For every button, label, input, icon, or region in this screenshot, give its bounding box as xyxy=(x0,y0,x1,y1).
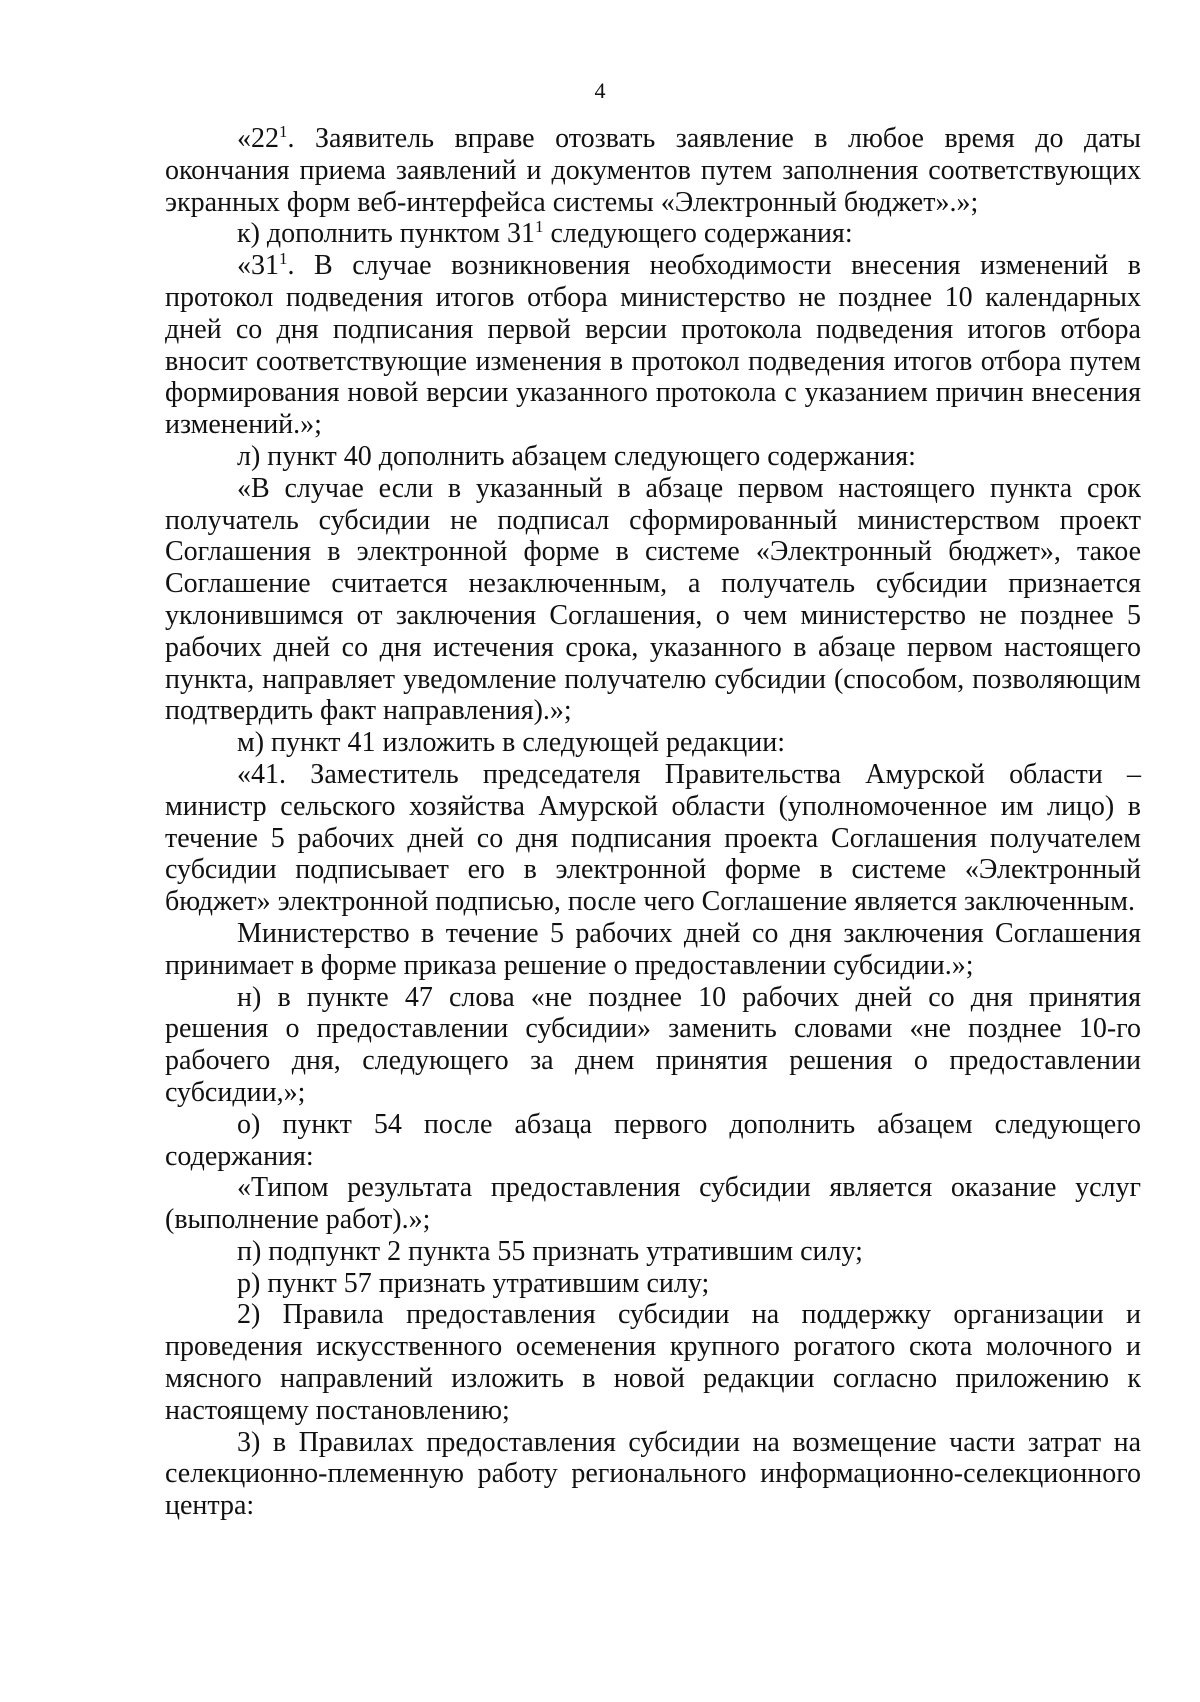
paragraph: «$22^1$. Заявитель вправе отозвать заявление в любое время до даты окончания приема заявлений и документов путем заполнения соответствующих экранных форм веб-интерфейса системы «Электронный бюджет».»; xyxy=(165,122,1141,218)
page-number: 4 xyxy=(594,78,606,103)
paragraph: р) пункт 57 признать утратившим силу; xyxy=(237,1267,710,1299)
paragraph: Министерство в течение 5 рабочих дней со дня заключения Соглашения принимает в форме приказа решение о предоставлении субсидии.»; xyxy=(165,917,1141,981)
document-body xyxy=(165,123,1141,1522)
paragraph: 2) Правила предоставления субсидии на поддержку организации и проведения искусственного осеменения крупного рогатого скота молочного и мясного направлений изложить в новой редакции согласно приложению к настоящему постановлению; xyxy=(165,1299,1141,1426)
paragraph: н) в пункте 47 слова «не позднее 10 рабочих дней со дня принятия решения о предоставлении субсидии» заменить словами «не позднее 10-го рабочего дня, следующего за днем принятия решения о предоставлении субсидии,»; xyxy=(165,981,1141,1108)
paragraph: о) пункт 54 после абзаца первого дополнить абзацем следующего содержания: xyxy=(165,1108,1141,1172)
paragraph: «$31^1$. В случае возникновения необходимости внесения изменений в протокол подведения итогов отбора министерство не позднее 10 календарных дней со дня подписания первой версии протокола подведения итогов отбора вносит соответствующие изменения в протокол подведения итогов отбора путем формирования новой версии указанного протокола с указанием причин внесения изменений.»; xyxy=(165,249,1141,441)
paragraph: «41. Заместитель председателя Правительства Амурской области – министр сельского хозяйства Амурской области (уполномоченное им лицо) в течение 5 рабочих дней со дня подписания проекта Соглашения получателем субсидии подписывает его в электронной форме в системе «Электронный бюджет» электронной подписью, после чего Соглашение является заключенным. xyxy=(165,758,1141,918)
paragraph: п) подпункт 2 пункта 55 признать утратившим силу; xyxy=(237,1235,863,1267)
superscript: 1 xyxy=(279,122,288,141)
paragraph: «Типом результата предоставления субсидии является оказание услуг (выполнение работ).»; xyxy=(165,1172,1141,1236)
paragraph: м) пункт 41 изложить в следующей редакции: xyxy=(237,727,786,759)
superscript: 1 xyxy=(535,217,544,237)
superscript: 1 xyxy=(279,249,288,269)
paragraph: к) дополнить пунктом $31^1$ следующего содержания: xyxy=(237,217,853,250)
paragraph: л) пункт 40 дополнить абзацем следующего содержания: xyxy=(237,440,916,472)
paragraph: 3) в Правилах предоставления субсидии на возмещение части затрат на селекционно-племенную работу регионального информационно-селекционного центра: xyxy=(165,1426,1141,1522)
paragraph: «В случае если в указанный в абзаце первом настоящего пункта срок получатель субсидии не подписал сформированный министерством проект Соглашения в электронной форме в системе «Электронный бюджет», такое Соглашение считается незаключенным, а получатель субсидии признается уклонившимся от заключения Соглашения, о чем министерство не позднее 5 рабочих дней со дня истечения срока, указанного в абзаце первом настоящего пункта, направляет уведомление получателю субсидии (способом, позволяющим подтвердить факт направления).»; xyxy=(165,472,1141,727)
